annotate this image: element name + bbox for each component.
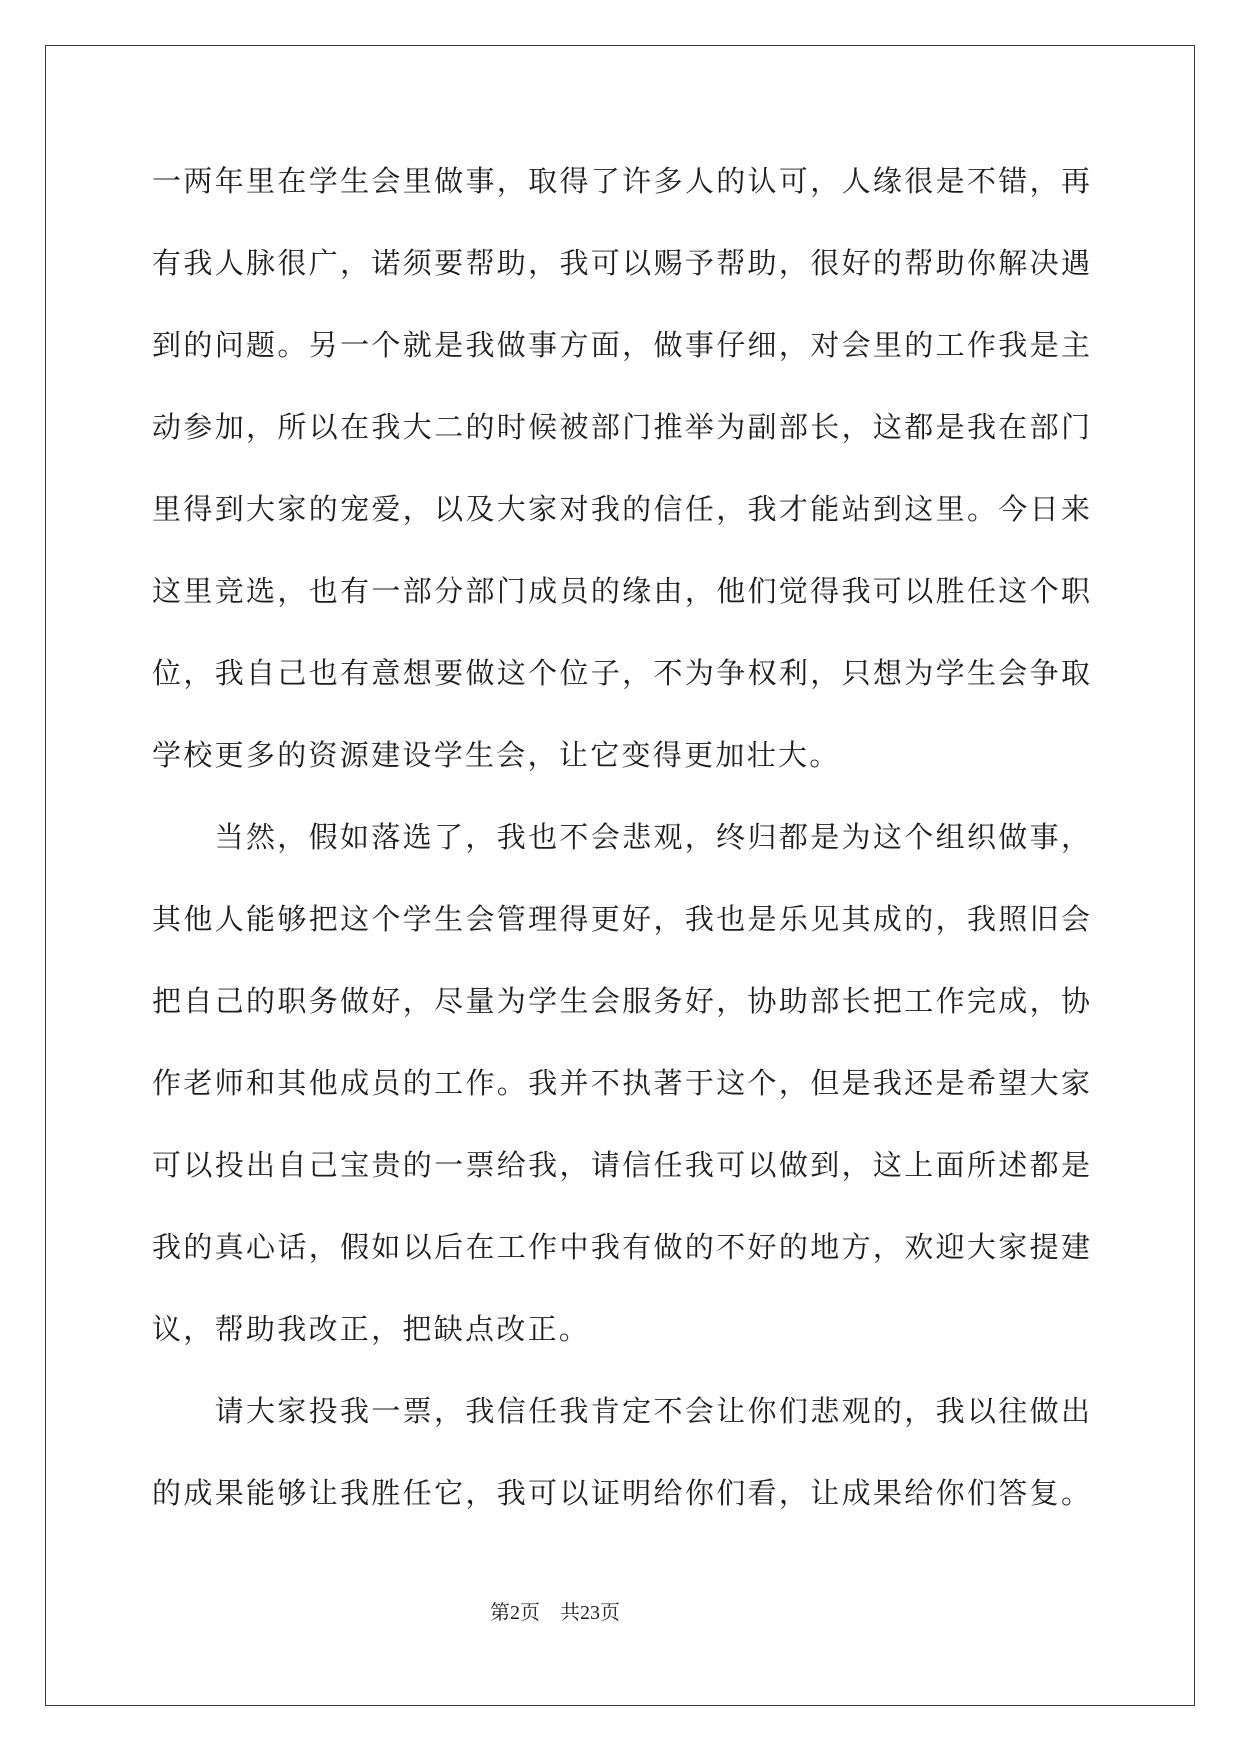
- text-line: 议，帮助我改正，把缺点改正。: [152, 1312, 591, 1346]
- text-line: 一两年里在学生会里做事，取得了许多人的认可，人缘很是不错，再: [152, 164, 1091, 198]
- page-footer: [490, 1601, 620, 1625]
- page-total: 共23页: [560, 1602, 620, 1624]
- text-line: 里得到大家的宠爱，以及大家对我的信任，我才能站到这里。今日来: [152, 492, 1091, 526]
- text-line: 把自己的职务做好，尽量为学生会服务好，协助部长把工作完成，协: [152, 984, 1091, 1018]
- text-line: 作老师和其他成员的工作。我并不执著于这个，但是我还是希望大家: [152, 1066, 1091, 1100]
- text-line: 位，我自己也有意想要做这个位子，不为争权利，只想为学生会争取: [152, 656, 1091, 690]
- text-line: 动参加，所以在我大二的时候被部门推举为副部长，这都是我在部门: [152, 410, 1091, 444]
- text-line: 请大家投我一票，我信任我肯定不会让你们悲观的，我以往做出: [214, 1394, 1091, 1428]
- page-number: 第2页: [490, 1602, 540, 1624]
- text-line: 这里竞选，也有一部分部门成员的缘由，他们觉得我可以胜任这个职: [152, 574, 1091, 608]
- text-line: 可以投出自己宝贵的一票给我，请信任我可以做到，这上面所述都是: [152, 1148, 1091, 1182]
- text-line: 到的问题。另一个就是我做事方面，做事仔细，对会里的工作我是主: [152, 328, 1091, 362]
- text-line: 其他人能够把这个学生会管理得更好，我也是乐见其成的，我照旧会: [152, 902, 1091, 936]
- text-line: 我的真心话，假如以后在工作中我有做的不好的地方，欢迎大家提建: [152, 1230, 1091, 1264]
- text-line: 的成果能够让我胜任它，我可以证明给你们看，让成果给你们答复。: [152, 1476, 1091, 1510]
- text-line: 当然，假如落选了，我也不会悲观，终归都是为这个组织做事，: [214, 820, 1091, 854]
- body-text: [152, 140, 1091, 1534]
- text-line: 有我人脉很广，诺须要帮助，我可以赐予帮助，很好的帮助你解决遇: [152, 246, 1091, 280]
- text-line: 学校更多的资源建设学生会，让它变得更加壮大。: [152, 738, 841, 772]
